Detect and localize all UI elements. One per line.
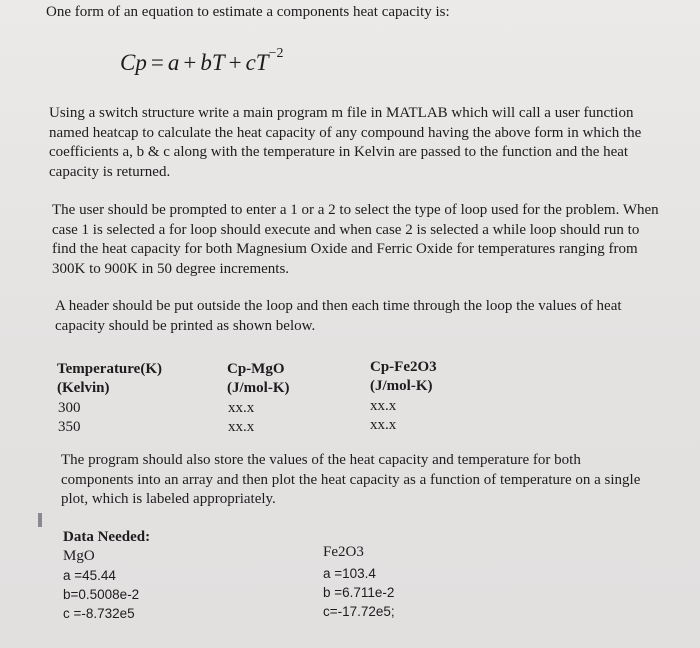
table-header-temperature: Temperature(K): [57, 361, 162, 377]
table-row-1-fe2o3: xx.x: [370, 398, 397, 414]
equation-plus-2: +: [228, 50, 242, 75]
table-header-cp-mgo: Cp-MgO: [227, 361, 285, 377]
paragraph-3: A header should be put outside the loop and then each time through the loop the values of heat capacity should be printed as shown below.: [55, 298, 622, 334]
equation-equals: =: [150, 50, 164, 75]
mgo-coef-b: b=0.5008e-2: [63, 587, 140, 602]
table-header-cp-fe2o3: Cp-Fe2O3: [370, 359, 437, 375]
equation-plus-1: +: [183, 50, 197, 75]
table-row-2-mgo: xx.x: [228, 419, 255, 435]
mgo-label: MgO: [63, 548, 95, 564]
paragraph-1: Using a switch structure write a main program m file in MATLAB which will call a user function named heatcap to calculate the heat capacity of any compound having the above form in which the coefficients a, b & c along with the temperature in Kelvin are passed to the function and the heat capacity is returned.: [49, 105, 642, 180]
equation-ct: cT: [245, 50, 269, 75]
equation-exponent: −2: [268, 46, 284, 62]
table-header-temperature-unit: (Kelvin): [57, 380, 110, 396]
paragraph-2: The user should be prompted to enter a 1 or a 2 to select the type of loop used for the problem. When case 1 is selected a for loop should execute and when case 2 is selected a while loop should run to find the heat capacity for both Magnesium Oxide and Ferric Oxide for temperatures ranging from 300K to 900K in 50 degree increments.: [52, 202, 659, 277]
data-needed-title: Data Needed:: [63, 529, 151, 545]
table-row-1-mgo: xx.x: [228, 400, 255, 416]
mgo-coef-c: c =-8.732e5: [63, 606, 135, 621]
fe2o3-coef-b: b =6.711e-2: [323, 585, 395, 600]
table-row-2-temp: 350: [58, 419, 81, 435]
heat-capacity-equation: [120, 46, 284, 76]
table-header-cp-mgo-unit: (J/mol-K): [227, 380, 290, 396]
equation-bt: bT: [200, 50, 225, 75]
table-row-1-temp: 300: [58, 400, 81, 416]
paragraph-4: The program should also store the values of the heat capacity and temperature for both components into an array and then plot the heat capacity as a function of temperature on a single plot, which is labeled appropriately.: [61, 452, 641, 507]
fe2o3-coef-a: a =103.4: [323, 566, 376, 581]
table-row-2-fe2o3: xx.x: [370, 417, 397, 433]
fe2o3-label: Fe2O3: [323, 544, 364, 560]
fe2o3-coef-c: c=-17.72e5;: [323, 604, 395, 619]
text-cursor-marker: [38, 513, 42, 527]
intro-text: One form of an equation to estimate a components heat capacity is:: [46, 4, 450, 20]
equation-lhs: Cp: [120, 50, 147, 75]
table-header-cp-fe2o3-unit: (J/mol-K): [370, 378, 433, 394]
mgo-coef-a: a =45.44: [63, 568, 116, 583]
equation-a: a: [167, 50, 180, 75]
